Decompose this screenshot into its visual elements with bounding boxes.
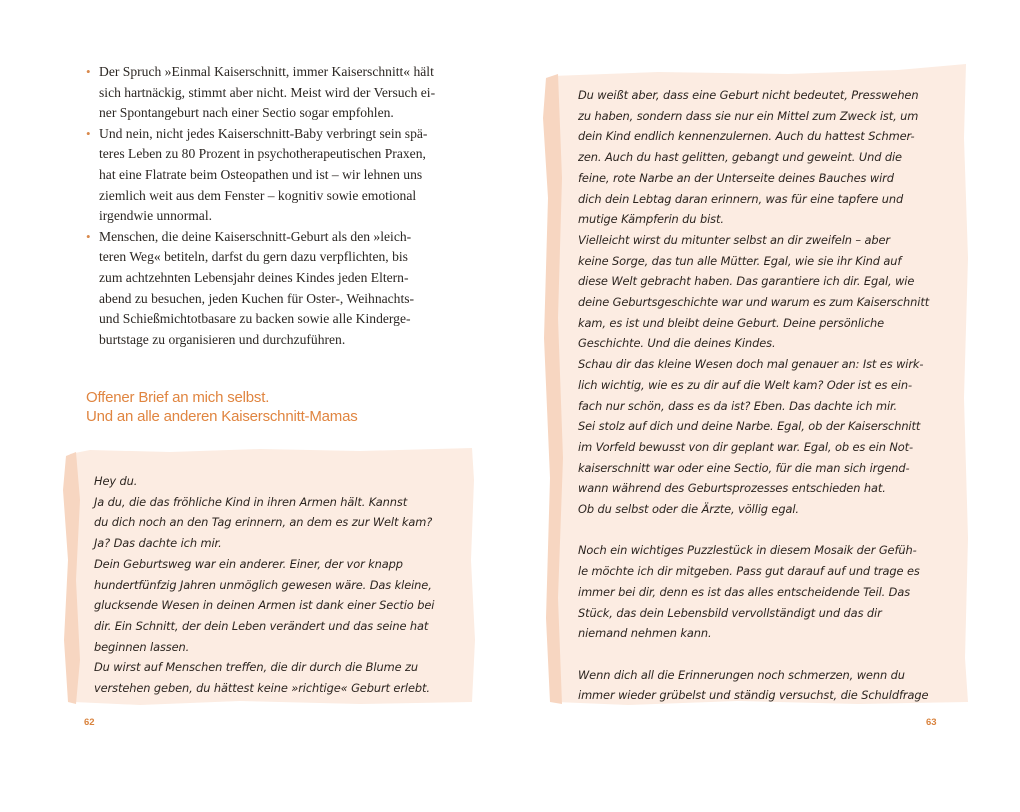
letter-line: hundertfünfzig Jahren unmöglich gewesen wäre. Das kleine, [94, 577, 432, 592]
letter-line: Ob du selbst oder die Ärzte, völlig egal. [578, 502, 799, 517]
letter-line: kam, es ist und bleibt deine Geburt. Deine persönliche [578, 315, 885, 330]
letter-line: immer bei dir, denn es ist das alles entscheidende Teil. Das [578, 584, 911, 599]
bullet-line: sich hartnäckig, stimmt aber nicht. Meist wird der Versuch ei- [99, 84, 436, 100]
letter-line: beginnen lassen. [94, 639, 190, 654]
page-number-left: 62 [84, 717, 95, 728]
bullet-line: abend zu besuchen, jeden Kuchen für Oster-, Weihnachts- [99, 290, 415, 306]
letter-line: kaiserschnitt war oder eine Sectio, für die man sich irgend- [578, 460, 910, 475]
bullet-line: Der Spruch »Einmal Kaiserschnitt, immer Kaiserschnitt« hält [99, 64, 434, 79]
bullet-line: burtstage zu organisieren und durchzuführen. [99, 331, 346, 347]
bullet-item [86, 124, 438, 227]
bullet-line: irgendwie unnormal. [99, 208, 213, 224]
letter-line: diese Welt gebracht haben. Das garantiere ich dir. Egal, wie [578, 274, 915, 289]
bullet-line: und Schießmichtotbasare zu backen sowie alle Kinderge- [99, 311, 411, 327]
letter-line: Stück, das dein Lebensbild vervollständigt und das dir [578, 605, 882, 620]
letter-line: Ja? Das dachte ich mir. [94, 536, 222, 551]
bullet-line: teren Weg« betiteln, darfst du gern dazu verpflichten, bis [99, 249, 408, 265]
letter-line: deine Geburtsgeschichte war und warum es zum Kaiserschnitt [578, 295, 930, 310]
letter-line: mutige Kämpferin du bist. [578, 212, 724, 227]
letter-line [578, 644, 929, 665]
letter-line: zen. Auch du hast gelitten, gebangt und geweint. Und die [578, 150, 902, 165]
bullet-line: zum achtzehnten Lebensjahr deines Kindes jeden Eltern- [99, 269, 409, 285]
letter-line: feine, rote Narbe an der Unterseite deines Bauches wird [578, 170, 894, 185]
bullet-line: ziemlich weit aus dem Fenster – kognitiv sowie emotional [99, 187, 417, 203]
letter-line: keine Sorge, das tun alle Mütter. Egal, wie sie ihr Kind auf [578, 253, 902, 268]
letter-line: Ja du, die das fröhliche Kind in ihren Armen hält. Kannst [94, 494, 408, 509]
right-page [510, 0, 1020, 812]
letter-line: le möchte ich dir mitgeben. Pass gut darauf auf und trage es [578, 564, 920, 579]
letter-line: Schau dir das kleine Wesen doch mal genauer an: Ist es wirk- [578, 357, 924, 372]
letter-line: glucksende Wesen in deinen Armen ist dank einer Sectio bei [94, 598, 435, 613]
bullet-line: ner Spontangeburt nach einer Sectio sogar empfohlen. [99, 105, 394, 121]
bullet-item [86, 62, 438, 124]
letter-line: Vielleicht wirst du mitunter selbst an dir zweifeln – aber [578, 232, 891, 247]
letter-line: Noch ein wichtiges Puzzlestück in diesem Mosaik der Gefüh- [578, 543, 917, 558]
letter-line: Wenn dich all die Erinnerungen noch schmerzen, wenn du [578, 667, 905, 682]
letter-line: wann während des Geburtsprozesses entschieden hat. [578, 481, 886, 496]
letter-text-right [578, 85, 929, 706]
letter-line: fach nur schön, dass es da ist? Eben. Das dachte ich mir. [578, 398, 898, 413]
bullet-dot-icon: • [86, 228, 91, 244]
bullet-dot-icon: • [86, 64, 91, 79]
heading-line: Offener Brief an mich selbst. [86, 389, 270, 406]
page-number-right: 63 [926, 717, 937, 728]
letter-line: Geschichte. Und die deines Kindes. [578, 336, 776, 351]
letter-line: lich wichtig, wie es zu dir auf die Welt kam? Oder ist es ein- [578, 377, 912, 392]
bullet-line: Und nein, nicht jedes Kaiserschnitt-Baby verbringt sein spä- [99, 125, 428, 141]
letter-line: verstehen geben, du hättest keine »richtige« Geburt erlebt. [94, 681, 430, 696]
letter-line: im Vorfeld bewusst von dir geplant war. Egal, ob es ein Not- [578, 439, 914, 454]
letter-text-left [94, 471, 434, 699]
bullet-dot-icon: • [86, 125, 91, 141]
letter-line: zu haben, sondern dass sie nur ein Mittel zum Zweck ist, um [578, 108, 919, 123]
section-heading [86, 388, 446, 426]
letter-line: dein Kind endlich kennenzulernen. Auch du hattest Schmer- [578, 129, 915, 144]
letter-line: Du weißt aber, dass eine Geburt nicht bedeutet, Presswehen [578, 88, 919, 102]
letter-line [578, 520, 929, 541]
letter-line: Dein Geburtsweg war ein anderer. Einer, der vor knapp [94, 556, 403, 571]
bullet-line: hat eine Flatrate beim Osteopathen und ist – wir lehnen uns [99, 166, 423, 182]
bullet-list [86, 62, 438, 350]
bullet-line: teres Leben zu 80 Prozent in psychotherapeutischen Praxen, [99, 146, 426, 162]
letter-line: immer wieder grübelst und ständig versuchst, die Schuldfrage [578, 688, 929, 703]
letter-line: Sei stolz auf dich und deine Narbe. Egal, ob der Kaiserschnitt [578, 419, 921, 434]
letter-line: Du wirst auf Menschen treffen, die dir durch die Blume zu [94, 660, 418, 675]
letter-line: dir. Ein Schnitt, der dein Leben verändert und das seine hat [94, 618, 429, 633]
letter-line: niemand nehmen kann. [578, 626, 712, 641]
letter-line: Hey du. [94, 474, 138, 488]
heading-line: Und an alle anderen Kaiserschnitt-Mamas [86, 408, 358, 425]
bullet-line: Menschen, die deine Kaiserschnitt-Geburt als den »leich- [99, 228, 412, 244]
letter-line: du dich noch an den Tag erinnern, an dem es zur Welt kam? [94, 515, 433, 530]
bullet-item [86, 227, 438, 351]
letter-line: dich dein Lebtag daran erinnern, was für eine tapfere und [578, 191, 904, 206]
